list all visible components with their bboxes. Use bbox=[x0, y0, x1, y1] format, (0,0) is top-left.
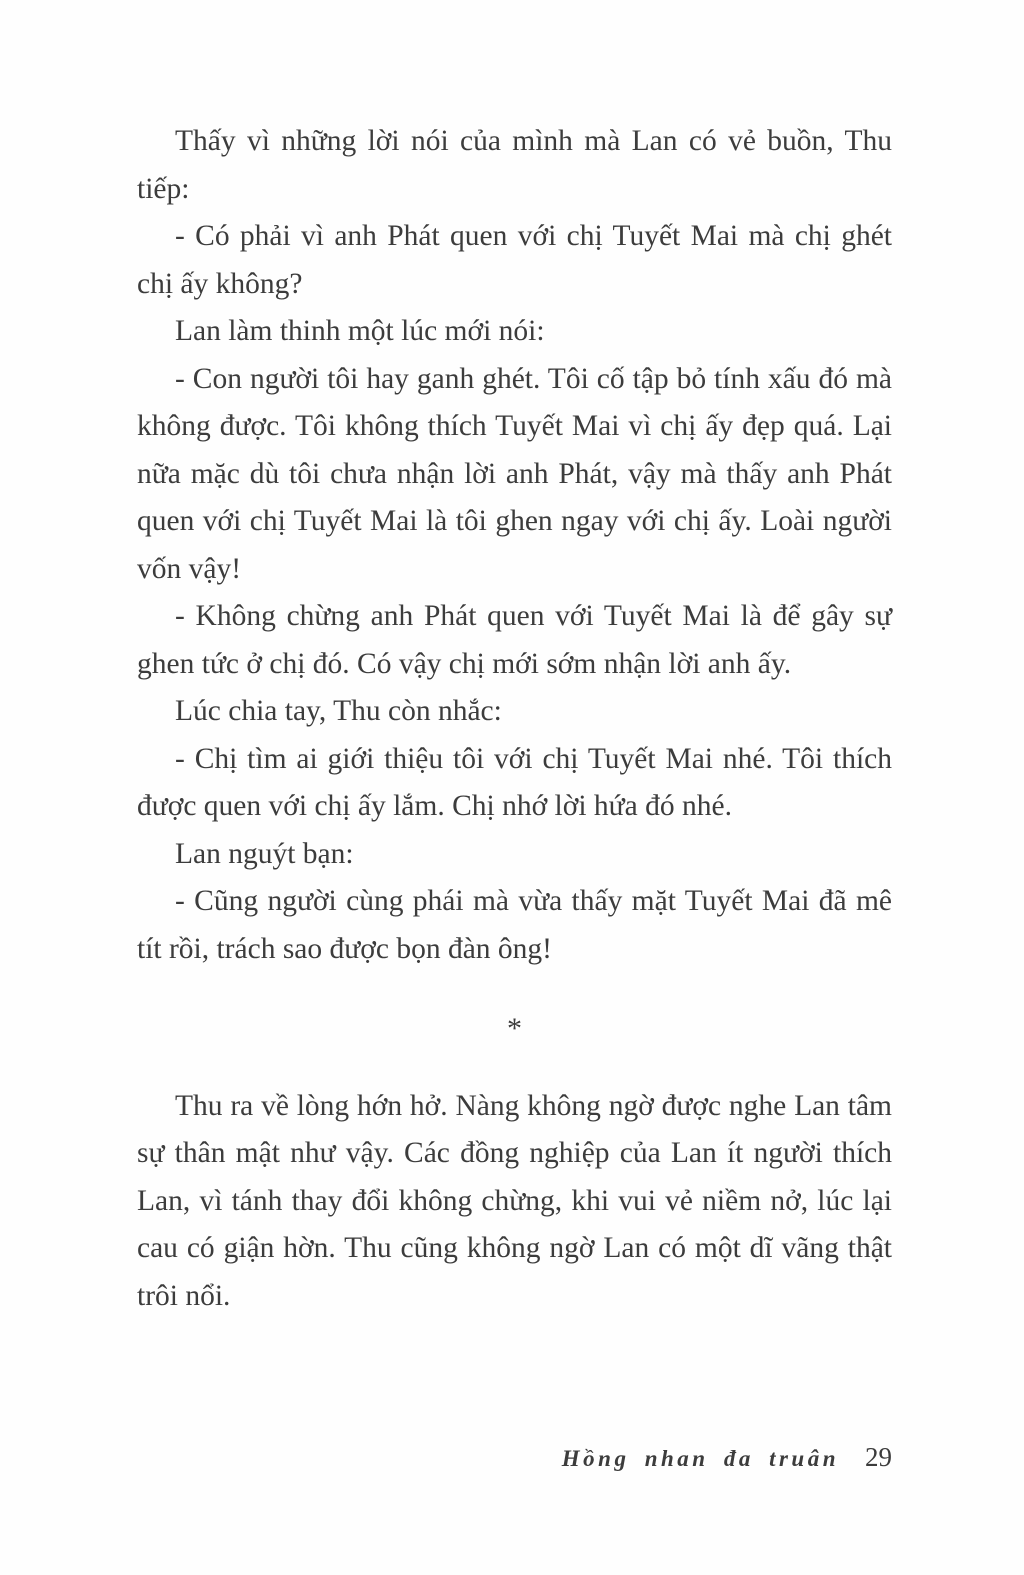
paragraph: Lan làm thinh một lúc mới nói: bbox=[175, 315, 545, 347]
footer-book-title: Hồng nhan đa truân bbox=[561, 1446, 839, 1471]
paragraph: Lúc chia tay, Thu còn nhắc: bbox=[175, 695, 502, 727]
page-footer bbox=[562, 1442, 892, 1473]
paragraph: Lan nguýt bạn: bbox=[175, 837, 354, 870]
paragraph: - Có phải vì anh Phát quen với chị Tuyết Mai mà chị ghét chị ấy không? bbox=[137, 220, 892, 300]
paragraph: - Chị tìm ai giới thiệu tôi với chị Tuyết Mai nhé. Tôi thích được quen với chị ấy lắm. Chị nhớ lời hứa đó nhé. bbox=[137, 742, 892, 822]
paragraph: Thấy vì những lời nói của mình mà Lan có vẻ buồn, Thu tiếp: bbox=[137, 125, 892, 205]
page-content bbox=[137, 118, 892, 1320]
paragraph: - Cũng người cùng phái mà vừa thấy mặt Tuyết Mai đã mê tít rồi, trách sao được bọn đàn ông! bbox=[137, 885, 892, 965]
section-separator: * bbox=[507, 1012, 522, 1045]
paragraph: Thu ra về lòng hớn hở. Nàng không ngờ được nghe Lan tâm sự thân mật như vậy. Các đồng nghiệp của Lan ít người thích Lan, vì tánh thay đổi không chừng, khi vui vẻ niềm nở, lúc lại cau có giận hờn. Thu cũng không ngờ Lan có một dĩ vãng thật trôi nổi. bbox=[137, 1089, 892, 1312]
paragraph: - Con người tôi hay ganh ghét. Tôi cố tập bỏ tính xấu đó mà không được. Tôi không thích Tuyết Mai vì chị ấy đẹp quá. Lại nữa mặc dù tôi chưa nhận lời anh Phát, vậy mà thấy anh Phát quen với chị Tuyết Mai là tôi ghen ngay với chị ấy. Loài người vốn vậy! bbox=[137, 362, 892, 585]
page-number: 29 bbox=[865, 1442, 892, 1472]
paragraph: - Không chừng anh Phát quen với Tuyết Mai là để gây sự ghen tức ở chị đó. Có vậy chị mới sớm nhận lời anh ấy. bbox=[137, 600, 892, 680]
